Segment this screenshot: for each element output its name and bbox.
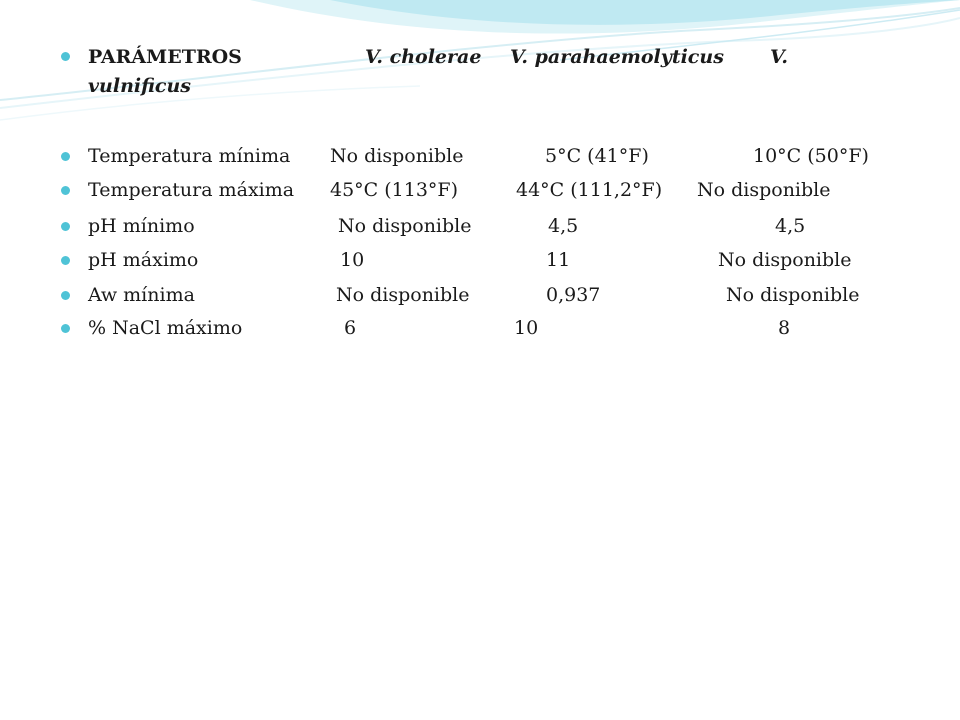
row-value-v-cholerae: No disponible (330, 145, 464, 167)
decorative-wave-banner (0, 0, 960, 140)
row-label: Temperatura máxima (88, 179, 295, 201)
row-label: Aw mínima (88, 284, 195, 306)
row-label: % NaCl máximo (88, 317, 243, 339)
row-value-v-parahaemolyticus: 0,937 (546, 284, 601, 306)
bullet-icon (61, 152, 70, 161)
row-label: pH máximo (88, 249, 199, 271)
row-value-v-vulnificus: No disponible (718, 249, 852, 271)
bullet-icon (61, 52, 70, 61)
header-parametros: PARÁMETROS (88, 46, 242, 68)
row-value-v-vulnificus: 8 (778, 317, 791, 339)
bullet-icon (61, 324, 70, 333)
bullet-icon (61, 222, 70, 231)
row-value-v-vulnificus: 10°C (50°F) (753, 145, 869, 167)
row-value-v-cholerae: No disponible (338, 215, 472, 237)
bullet-icon (61, 256, 70, 265)
row-value-v-vulnificus: 4,5 (775, 215, 806, 237)
row-value-v-cholerae: 6 (344, 317, 357, 339)
bullet-icon (61, 186, 70, 195)
row-value-v-vulnificus: No disponible (697, 179, 831, 201)
row-value-v-cholerae: 10 (340, 249, 365, 271)
row-value-v-parahaemolyticus: 10 (514, 317, 539, 339)
row-value-v-parahaemolyticus: 11 (546, 249, 571, 271)
row-value-v-parahaemolyticus: 4,5 (548, 215, 579, 237)
row-value-v-cholerae: 45°C (113°F) (330, 179, 459, 201)
row-label: Temperatura mínima (88, 145, 291, 167)
row-label: pH mínimo (88, 215, 195, 237)
bullet-icon (61, 291, 70, 300)
row-value-v-parahaemolyticus: 44°C (111,2°F) (516, 179, 663, 201)
header-v-vulnificus-prefix: V. (770, 46, 789, 68)
row-value-v-vulnificus: No disponible (726, 284, 860, 306)
row-value-v-parahaemolyticus: 5°C (41°F) (545, 145, 649, 167)
header-v-parahaemolyticus: V. parahaemolyticus (510, 46, 724, 68)
row-value-v-cholerae: No disponible (336, 284, 470, 306)
header-v-cholerae: V. cholerae (365, 46, 482, 68)
header-v-vulnificus-name: vulnificus (88, 75, 191, 97)
